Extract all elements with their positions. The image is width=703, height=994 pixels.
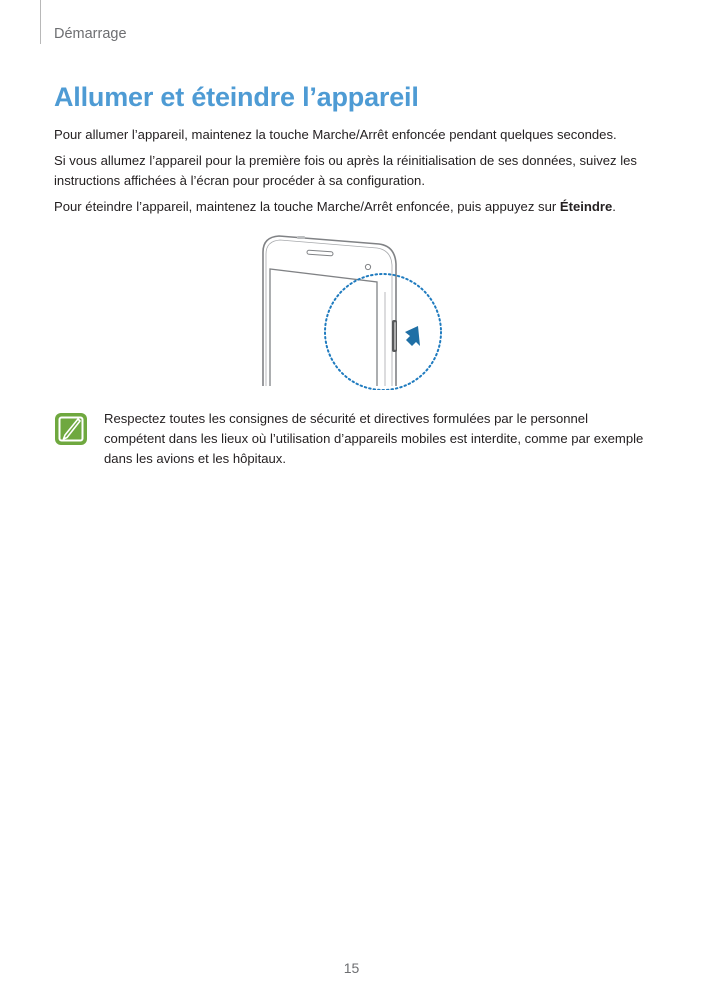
note-pen-icon — [54, 412, 88, 446]
page-number: 15 — [343, 960, 360, 976]
page-title: Allumer et éteindre l’appareil — [54, 82, 419, 112]
paragraph-power-off — [54, 197, 654, 217]
paragraph-first-setup: Si vous allumez l’appareil pour la première fois ou après la réinitialisation de ses données, suivez les instructions affichées à l’écran pour procéder à sa configuration. — [54, 153, 637, 188]
phone-power-key-illustration — [255, 232, 450, 390]
safety-note-text: Respectez toutes les consignes de sécurité et directives formulées par le personnel compétent dans les lieux où l’utilisation d’appareils mobiles est interdite, comme par exemple dans les avions et les hôpitaux. — [104, 411, 644, 466]
breadcrumb: Démarrage — [54, 26, 127, 42]
header-rule — [40, 0, 41, 44]
paragraph-power-off-text: Pour éteindre l’appareil, maintenez la touche Marche/Arrêt enfoncée, puis appuyez sur — [54, 199, 560, 214]
power-off-option-label: Éteindre — [559, 199, 613, 214]
paragraph-power-on: Pour allumer l’appareil, maintenez la touche Marche/Arrêt enfoncée pendant quelques secondes. — [54, 127, 617, 142]
paragraph-power-off-end: . — [612, 199, 616, 214]
